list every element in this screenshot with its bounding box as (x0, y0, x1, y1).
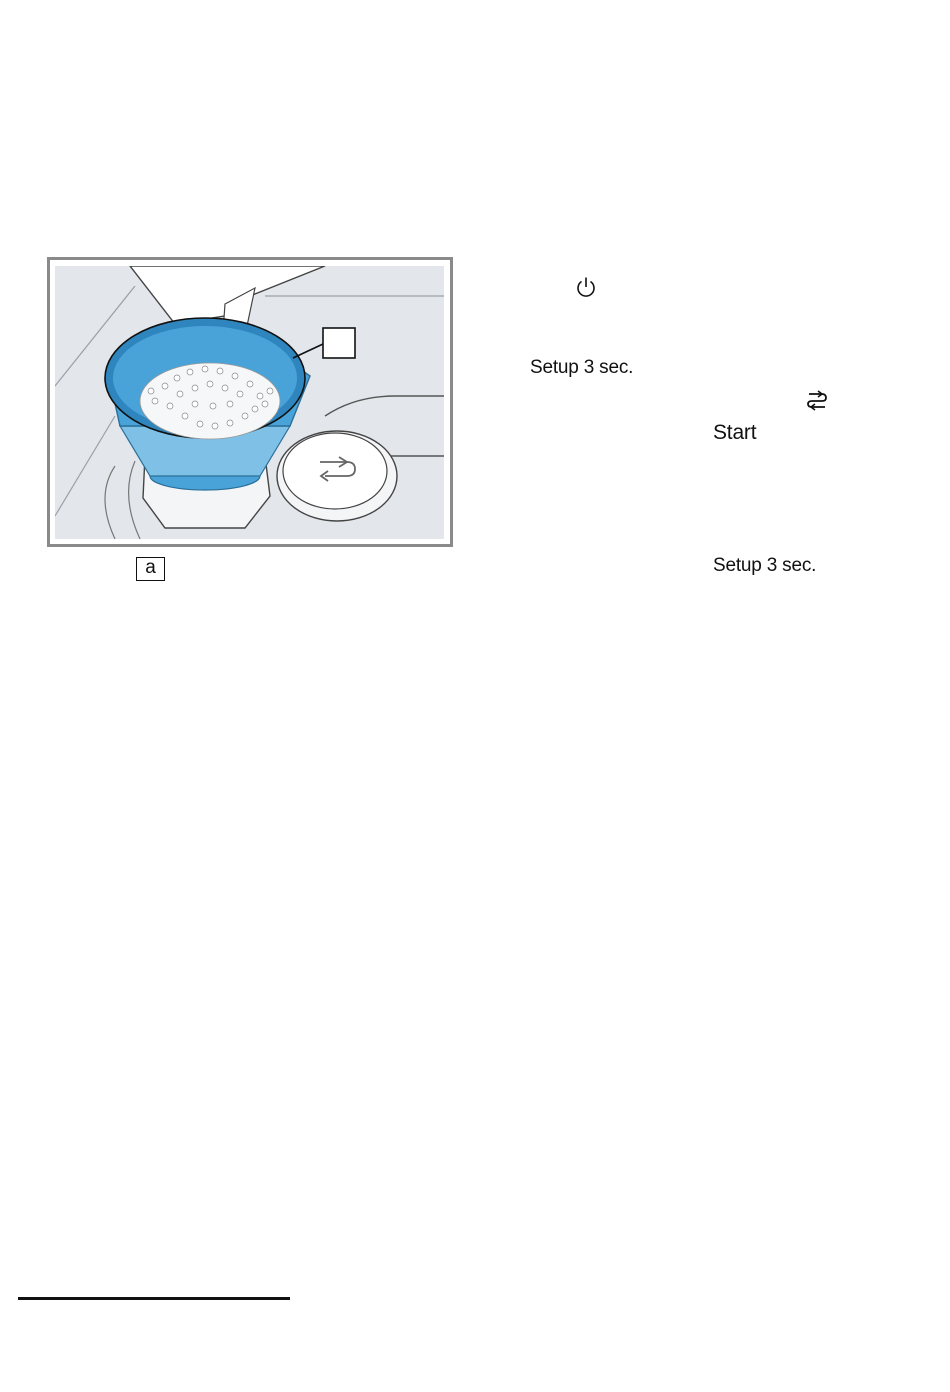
callout-label-a: a (136, 557, 165, 581)
setup-label: Setup 3 sec. (530, 357, 634, 378)
salt-filling-illustration (55, 266, 444, 539)
setup-label-2: Setup 3 sec. (713, 555, 817, 576)
rinse-aid-icon (804, 389, 830, 411)
footnote-rule (18, 1297, 290, 1300)
power-icon (574, 276, 598, 300)
start-label: Start (713, 421, 757, 444)
